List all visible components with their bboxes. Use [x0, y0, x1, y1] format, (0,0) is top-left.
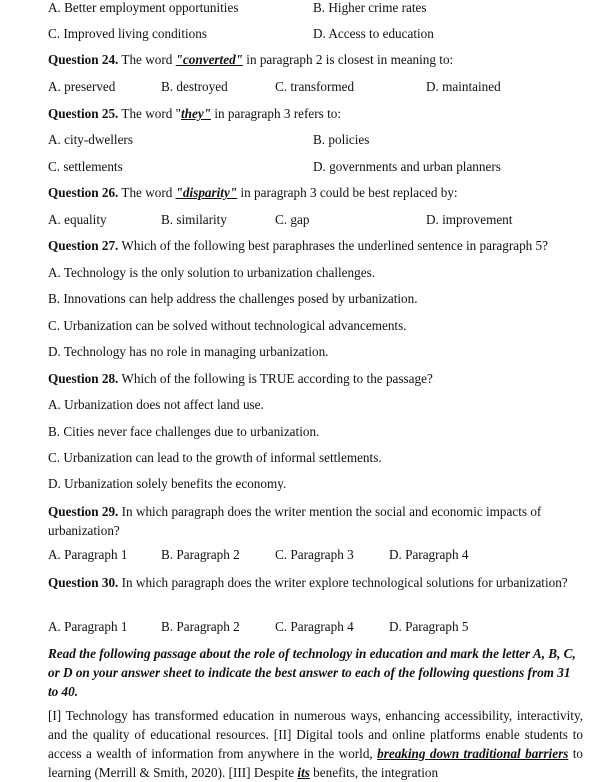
q24-option-d: D. maintained	[426, 79, 501, 94]
q30-option-b: B. Paragraph 2	[161, 619, 240, 634]
question-25-text-pre: The word "	[118, 106, 181, 121]
q28-option-b: B. Cities never face challenges due to urbanization.	[48, 424, 320, 439]
q25-option-c: C. settlements	[48, 159, 123, 174]
q28-option-d: D. Urbanization solely benefits the economy.	[48, 476, 287, 491]
q24-option-b: B. destroyed	[161, 79, 228, 94]
question-29-label: Question 29.	[48, 504, 119, 519]
q24-option-c: C. transformed	[275, 79, 355, 94]
question-30-text: In which paragraph does the writer explore technological solutions for urbanization?	[118, 575, 568, 590]
question-24	[48, 52, 583, 68]
q26-option-a: A. equality	[48, 212, 107, 227]
q30-option-c: C. Paragraph 4	[275, 619, 354, 634]
q26-option-c: C. gap	[275, 212, 310, 227]
q30-option-a: A. Paragraph 1	[48, 619, 128, 634]
q23-option-d: D. Access to education	[313, 26, 434, 41]
q23-option-b: B. Higher crime rates	[313, 0, 427, 15]
passage-underlined-word: its	[297, 765, 310, 780]
q24-option-a: A. preserved	[48, 79, 116, 94]
q28-option-a: A. Urbanization does not affect land use.	[48, 397, 264, 412]
question-26-label: Question 26.	[48, 185, 119, 200]
question-26	[48, 185, 583, 201]
q25-option-b: B. policies	[313, 132, 370, 147]
question-25-text-post: in paragraph 3 refers to:	[211, 106, 342, 121]
question-30-label: Question 30.	[48, 575, 119, 590]
q25-option-a: A. city-dwellers	[48, 132, 133, 147]
question-29	[48, 502, 583, 540]
q29-option-d: D. Paragraph 4	[389, 547, 469, 562]
question-27	[48, 238, 583, 254]
passage-underlined-phrase: breaking down traditional barriers	[377, 746, 569, 761]
q27-option-c: C. Urbanization can be solved without technological advancements.	[48, 318, 407, 333]
question-27-label: Question 27.	[48, 238, 119, 253]
q27-option-d: D. Technology has no role in managing urbanization.	[48, 344, 329, 359]
question-24-text-post: in paragraph 2 is closest in meaning to:	[242, 52, 454, 67]
q26-option-d: D. improvement	[426, 212, 513, 227]
question-25-keyword: they"	[180, 106, 212, 121]
question-26-text-post: in paragraph 3 could be best replaced by:	[237, 185, 458, 200]
q29-option-c: C. Paragraph 3	[275, 547, 354, 562]
question-26-text-pre: The word	[118, 185, 176, 200]
reading-passage	[48, 706, 583, 782]
question-27-text: Which of the following best paraphrases the underlined sentence in paragraph 5?	[118, 238, 549, 253]
passage-text-1: [I] Technology has transformed education in numerous ways, enhancing accessibility, interactivity, and the quality of educational resources. [II] Digital tools and online platforms enable students to access a wealth of information from anywhere in the world,	[48, 708, 583, 761]
question-28-label: Question 28.	[48, 371, 119, 386]
question-25	[48, 106, 583, 122]
q30-option-d: D. Paragraph 5	[389, 619, 469, 634]
section-instruction: Read the following passage about the role of technology in education and mark the letter A, B, C, or D on your answer sheet to indicate the best answer to each of the following questions from 31 to 40.	[48, 646, 576, 699]
question-24-text-pre: The word	[118, 52, 176, 67]
q23-option-a: A. Better employment opportunities	[48, 0, 239, 15]
question-24-label: Question 24.	[48, 52, 119, 67]
q26-option-b: B. similarity	[161, 212, 227, 227]
question-28	[48, 371, 583, 387]
q23-option-c: C. Improved living conditions	[48, 26, 207, 41]
question-26-keyword: "disparity"	[175, 185, 238, 200]
question-24-keyword: "converted"	[175, 52, 243, 67]
q27-option-a: A. Technology is the only solution to urbanization challenges.	[48, 265, 375, 280]
passage-text-3: benefits, the integration	[309, 765, 439, 780]
question-28-text: Which of the following is TRUE according to the passage?	[118, 371, 433, 386]
q25-option-d: D. governments and urban planners	[313, 159, 501, 174]
q29-option-b: B. Paragraph 2	[161, 547, 240, 562]
q29-option-a: A. Paragraph 1	[48, 547, 128, 562]
question-30	[48, 573, 583, 592]
question-25-label: Question 25.	[48, 106, 119, 121]
q28-option-c: C. Urbanization can lead to the growth of informal settlements.	[48, 450, 382, 465]
q27-option-b: B. Innovations can help address the challenges posed by urbanization.	[48, 291, 418, 306]
question-29-text: In which paragraph does the writer mention the social and economic impacts of urbanization?	[48, 504, 542, 538]
passage-text-2: to learning (Merrill & Smith, 2020). [III] Despite	[48, 746, 583, 780]
